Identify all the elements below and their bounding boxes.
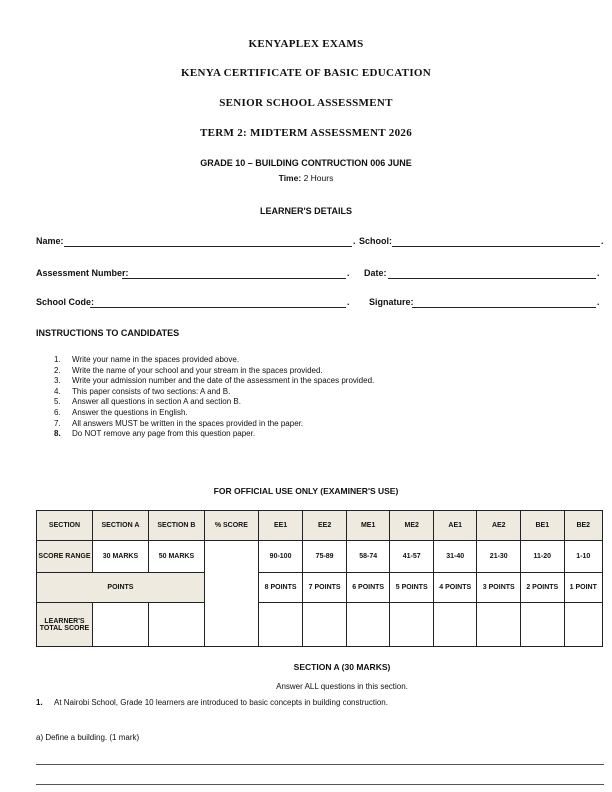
level-score-cell[interactable] bbox=[390, 603, 434, 647]
range-cell: 31-40 bbox=[433, 541, 477, 573]
section-a-instruction: Answer ALL questions in this section. bbox=[276, 682, 408, 691]
header-cell: SECTION bbox=[37, 511, 93, 541]
score-range-row bbox=[37, 541, 603, 573]
instruction-item: 1. Write your name in the spaces provided above. bbox=[54, 355, 240, 364]
official-score-table bbox=[36, 510, 603, 647]
points-row bbox=[37, 573, 603, 603]
term-title: TERM 2: MIDTERM ASSESSMENT 2026 bbox=[199, 127, 412, 139]
points-cell: 5 POINTS bbox=[390, 573, 434, 603]
question-1a: a) Define a building. (1 mark) bbox=[36, 733, 140, 742]
field-row-school-code: School Code: . Signature: . bbox=[36, 297, 600, 307]
header-cell: BE1 bbox=[521, 511, 565, 541]
date-label: Date: bbox=[364, 268, 387, 278]
instruction-item: 7. All answers MUST be written in the spaces provided in the paper. bbox=[54, 418, 304, 428]
instructions-list bbox=[54, 355, 374, 440]
range-cell: 1-10 bbox=[564, 541, 602, 573]
range-cell: 75-89 bbox=[303, 541, 347, 573]
instruction-item: 3. Write your admission number and the date of the assessment in the spaces provided. bbox=[54, 376, 375, 386]
learner-total-label: LEARNER'S TOTAL SCORE bbox=[37, 603, 93, 647]
section-a-title: SECTION A (30 MARKS) bbox=[293, 662, 391, 672]
assessment-number-field[interactable] bbox=[122, 278, 346, 279]
official-use-title: FOR OFFICIAL USE ONLY (EXAMINER'S USE) bbox=[213, 486, 399, 496]
instruction-item: 5. Answer all questions in section A and section B. bbox=[54, 397, 241, 407]
level-score-cell[interactable] bbox=[564, 603, 602, 647]
instructions-title: INSTRUCTIONS TO CANDIDATES bbox=[36, 328, 180, 338]
answer-line[interactable] bbox=[36, 784, 604, 785]
range-cell: 21-30 bbox=[477, 541, 521, 573]
time-value: 2 Hours bbox=[303, 173, 334, 183]
instruction-item: 4. This paper consists of two sections: A and B. bbox=[54, 386, 231, 396]
header-cell: ME2 bbox=[390, 511, 434, 541]
points-label: POINTS bbox=[37, 573, 205, 603]
question-1-number: 1. bbox=[36, 698, 43, 707]
table-header-row bbox=[37, 511, 603, 541]
points-cell: 4 POINTS bbox=[433, 573, 477, 603]
header-cell: EE1 bbox=[258, 511, 303, 541]
level-score-cell[interactable] bbox=[303, 603, 347, 647]
header-cell: AE1 bbox=[433, 511, 477, 541]
time-label: Time: bbox=[278, 173, 302, 183]
assessment-title: SENIOR SCHOOL ASSESSMENT bbox=[219, 97, 393, 109]
field-row-assessment: Assessment Number: . Date: . bbox=[36, 268, 600, 278]
section-b-score-cell[interactable] bbox=[148, 603, 204, 647]
percent-score-cell[interactable] bbox=[204, 541, 258, 647]
header-cell: % SCORE bbox=[204, 511, 258, 541]
field-row-name: Name: . School: . bbox=[36, 236, 604, 246]
points-cell: 3 POINTS bbox=[477, 573, 521, 603]
range-cell: 58-74 bbox=[346, 541, 390, 573]
date-field[interactable] bbox=[388, 278, 596, 279]
certificate-title: KENYA CERTIFICATE OF BASIC EDUCATION bbox=[180, 67, 431, 79]
level-score-cell[interactable] bbox=[521, 603, 565, 647]
range-cell: 11-20 bbox=[521, 541, 565, 573]
points-cell: 2 POINTS bbox=[521, 573, 565, 603]
range-cell: 41-57 bbox=[390, 541, 434, 573]
school-code-field[interactable] bbox=[90, 307, 346, 308]
assessment-number-label: Assessment Number: bbox=[36, 268, 129, 278]
instruction-item: 8. Do NOT remove any page from this question paper. bbox=[54, 429, 256, 439]
time-line bbox=[0, 173, 612, 183]
header-cell: SECTION A bbox=[92, 511, 148, 541]
range-cell: 90-100 bbox=[258, 541, 303, 573]
instruction-item: 6. Answer the questions in English. bbox=[54, 407, 188, 417]
header-cell: AE2 bbox=[477, 511, 521, 541]
name-field[interactable] bbox=[64, 246, 352, 247]
school-field[interactable] bbox=[392, 246, 600, 247]
name-label: Name: bbox=[36, 236, 64, 246]
section-a-marks: 30 MARKS bbox=[92, 541, 148, 573]
answer-line[interactable] bbox=[36, 764, 604, 765]
question-1-text: At Nairobi School, Grade 10 learners are introduced to basic concepts in building construction. bbox=[54, 698, 388, 707]
header-cell: EE2 bbox=[303, 511, 347, 541]
header-cell: ME1 bbox=[346, 511, 390, 541]
learner-total-row bbox=[37, 603, 603, 647]
school-code-label: School Code: bbox=[36, 297, 94, 307]
section-b-marks: 50 MARKS bbox=[148, 541, 204, 573]
instruction-item: 2. Write the name of your school and your stream in the spaces provided. bbox=[54, 365, 323, 375]
points-cell: 1 POINT bbox=[564, 573, 602, 603]
level-score-cell[interactable] bbox=[433, 603, 477, 647]
section-a-score-cell[interactable] bbox=[92, 603, 148, 647]
learner-details-heading: LEARNER'S DETAILS bbox=[260, 206, 352, 216]
header-cell: BE2 bbox=[564, 511, 602, 541]
score-range-label: SCORE RANGE bbox=[37, 541, 93, 573]
grade-subject: GRADE 10 – BUILDING CONTRUCTION 006 JUNE bbox=[200, 158, 412, 168]
header-cell: SECTION B bbox=[148, 511, 204, 541]
signature-label: Signature: bbox=[369, 297, 414, 307]
points-cell: 7 POINTS bbox=[303, 573, 347, 603]
level-score-cell[interactable] bbox=[477, 603, 521, 647]
org-title: KENYAPLEX EXAMS bbox=[248, 38, 364, 50]
level-score-cell[interactable] bbox=[258, 603, 303, 647]
signature-field[interactable] bbox=[412, 307, 596, 308]
points-cell: 6 POINTS bbox=[346, 573, 390, 603]
points-cell: 8 POINTS bbox=[258, 573, 303, 603]
level-score-cell[interactable] bbox=[346, 603, 390, 647]
school-label: School: bbox=[359, 236, 392, 246]
